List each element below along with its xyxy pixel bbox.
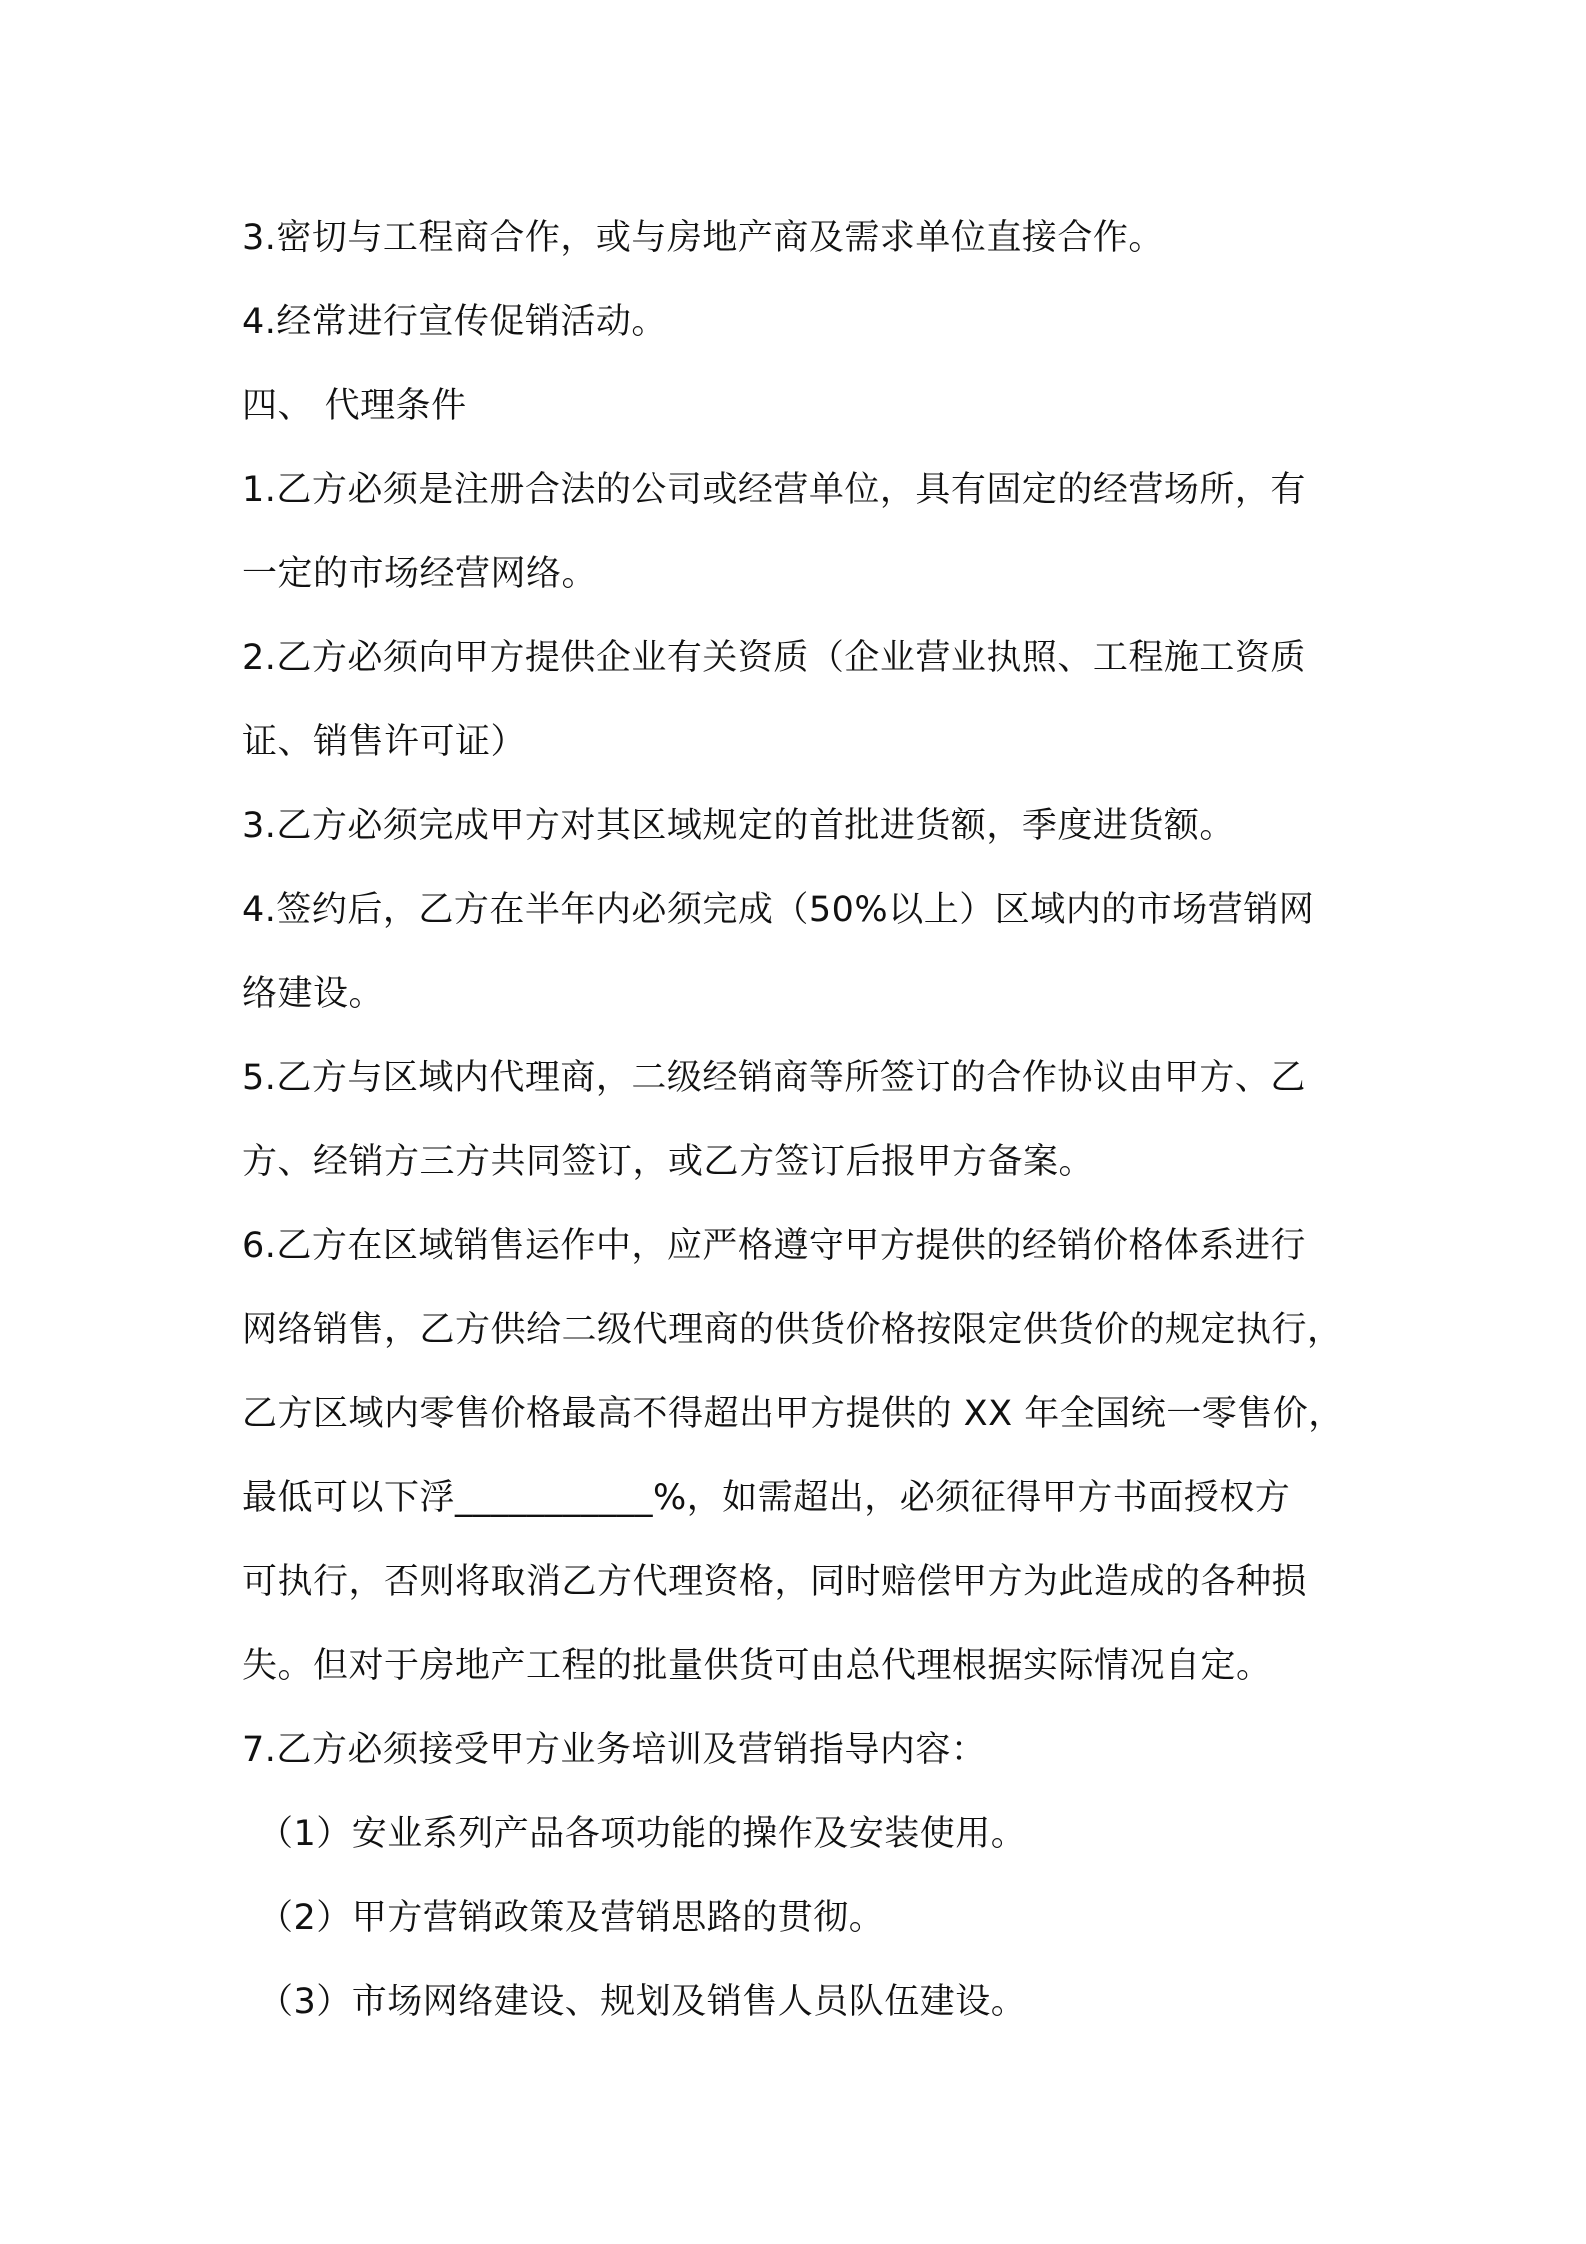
text-line: 2.乙方必须向甲方提供企业有关资质（企业营业执照、工程施工资质: [242, 638, 1306, 678]
text-line: 乙方区域内零售价格最高不得超出甲方提供的 XX 年全国统一零售价，: [242, 1394, 1344, 1434]
sub-item: （2）甲方营销政策及营销思路的贯彻。: [258, 1898, 885, 1938]
text-line: 一定的市场经营网络。: [242, 554, 598, 594]
text-line: 最低可以下浮___________%，如需超出，必须征得甲方书面授权方: [242, 1478, 1291, 1518]
text-line: 4.经常进行宣传促销活动。: [242, 302, 667, 342]
text-line: 网络销售，乙方供给二级代理商的供货价格按限定供货价的规定执行，: [242, 1310, 1343, 1350]
text-line: 方、经销方三方共同签订，或乙方签订后报甲方备案。: [242, 1142, 1095, 1182]
text-line: 证、销售许可证）: [242, 722, 527, 762]
text-line: 1.乙方必须是注册合法的公司或经营单位，具有固定的经营场所，有: [242, 470, 1306, 510]
sub-item: （3）市场网络建设、规划及销售人员队伍建设。: [258, 1982, 1027, 2022]
text-line: 3.密切与工程商合作，或与房地产商及需求单位直接合作。: [242, 218, 1164, 258]
text-line: 3.乙方必须完成甲方对其区域规定的首批进货额，季度进货额。: [242, 806, 1235, 846]
text-line: 5.乙方与区域内代理商，二级经销商等所签订的合作协议由甲方、乙: [242, 1058, 1306, 1098]
sub-item: （1）安业系列产品各项功能的操作及安装使用。: [258, 1814, 1027, 1854]
document-body: [242, 196, 1382, 2044]
section-heading: 四、 代理条件: [242, 386, 467, 426]
text-line: 7.乙方必须接受甲方业务培训及营销指导内容：: [242, 1730, 987, 1770]
text-line: 6.乙方在区域销售运作中，应严格遵守甲方提供的经销价格体系进行: [242, 1226, 1306, 1266]
text-line: 失。但对于房地产工程的批量供货可由总代理根据实际情况自定。: [242, 1646, 1272, 1686]
text-line: 络建设。: [242, 974, 385, 1014]
text-line: 可执行，否则将取消乙方代理资格，同时赔偿甲方为此造成的各种损: [242, 1562, 1308, 1602]
text-line: 4.签约后，乙方在半年内必须完成（50%以上）区域内的市场营销网: [242, 890, 1315, 930]
